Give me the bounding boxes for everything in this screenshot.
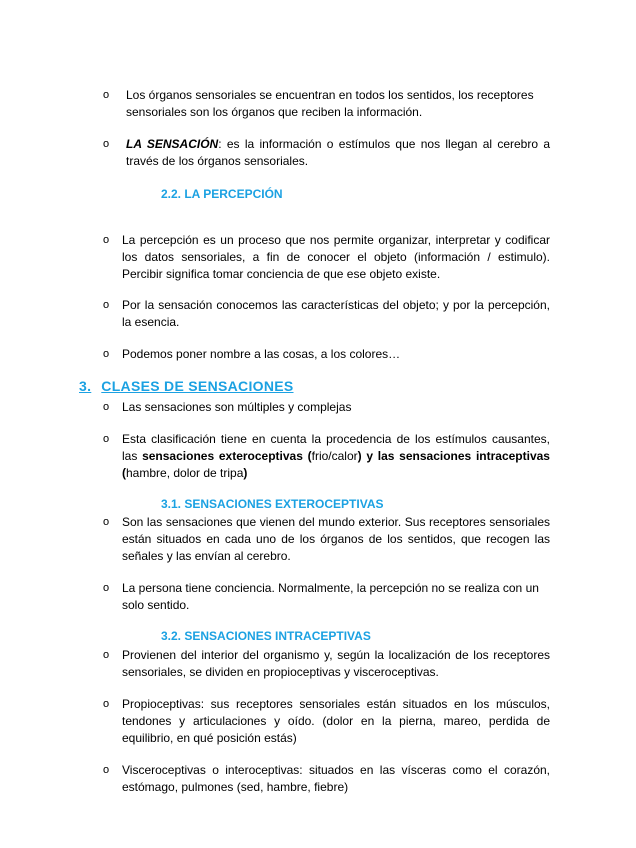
list-item	[103, 87, 553, 121]
list-item-text: La percepción es un proceso que nos permite organizar, interpretar y codificar los datos sensoriales, a fin de conocer el objeto (información / estimulo). Percibir significa tomar conciencia de que ese objeto existe.	[122, 233, 550, 281]
list-item-text: Por la sensación conocemos las características del objeto; y por la percepción, la esencia.	[122, 298, 550, 329]
bullet-icon: o	[103, 89, 110, 101]
list-item	[103, 399, 550, 416]
section-heading-percepcion: 2.2. LA PERCEPCIÓN	[161, 187, 283, 201]
list-item-text: Podemos poner nombre a las cosas, a los colores…	[122, 347, 401, 361]
section-heading-exteroceptivas: 3.1. SENSACIONES EXTEROCEPTIVAS	[161, 497, 384, 511]
list-item	[103, 514, 550, 565]
section-heading-clases: 3. CLASES DE SENSACIONES	[79, 378, 294, 394]
bullet-icon: o	[103, 401, 110, 413]
bullet-icon: o	[103, 582, 110, 594]
bullet-icon: o	[103, 348, 110, 360]
list-item-text: Propioceptivas: sus receptores sensoriales están situados en los músculos, tendones y articulaciones y oído. (dolor en la pierna, mareo, perdida de equilibrio, en qué posición estás)	[122, 697, 550, 745]
sensacion-term: LA SENSACIÓN	[126, 137, 219, 151]
bullet-icon: o	[103, 138, 110, 150]
list-item	[103, 232, 550, 283]
list-item	[103, 647, 550, 681]
list-item-text: La persona tiene conciencia. Normalmente, la percepción no se realiza con un solo sentido.	[122, 581, 539, 612]
bullet-icon: o	[103, 516, 110, 528]
bullet-icon: o	[103, 649, 110, 661]
list-item-text: Son las sensaciones que vienen del mundo exterior. Sus receptores sensoriales están situados en cada uno de los órganos de los sentidos, que recogen las señales y las envían al cerebro.	[122, 515, 550, 563]
list-item	[103, 580, 550, 614]
list-item-text: Las sensaciones son múltiples y complejas	[122, 400, 352, 414]
bullet-icon: o	[103, 433, 110, 445]
list-item-text: Los órganos sensoriales se encuentran en todos los sentidos, los receptores sensoriales son los órganos que reciben la información.	[126, 88, 534, 119]
list-item: o LA SENSACIÓN: es la información o estímulos que nos llegan al cerebro a través de los órganos sensoriales.	[103, 137, 550, 168]
bullet-icon: o	[103, 764, 110, 776]
bullet-icon: o	[103, 299, 110, 311]
list-item-text: es la información o estímulos que nos llegan al cerebro a través de los órganos sensoriales.	[126, 137, 550, 168]
bullet-icon: o	[103, 234, 110, 246]
list-item	[103, 346, 550, 363]
bullet-icon: o	[103, 698, 110, 710]
list-item	[103, 696, 550, 747]
section-heading-intraceptivas: 3.2. SENSACIONES INTRACEPTIVAS	[161, 629, 371, 643]
list-item	[103, 762, 550, 796]
list-item	[103, 297, 550, 331]
list-item: o Esta clasificación tiene en cuenta la procedencia de los estímulos causantes, las sensaciones exteroceptivas (frio/calor) y las sensaciones intraceptivas (hambre, dolor de tripa)	[103, 432, 550, 480]
list-item-text: Visceroceptivas o interoceptivas: situados en las vísceras como el corazón, estómago, pulmones (sed, hambre, fiebre)	[122, 763, 550, 794]
list-item-text: Provienen del interior del organismo y, según la localización de los receptores sensoriales, se dividen en propioceptivas y visceroceptivas.	[122, 648, 550, 679]
